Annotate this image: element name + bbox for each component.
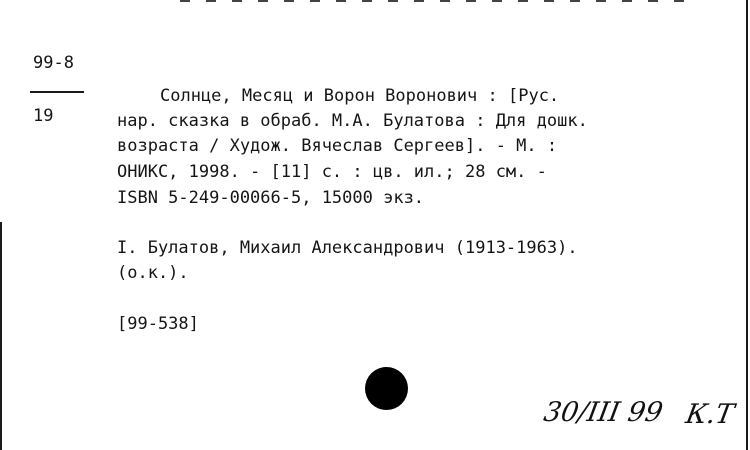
punch-hole bbox=[365, 367, 408, 410]
card-left-edge bbox=[0, 222, 2, 450]
description-line: ОНИКС, 1998. - [11] с. : цв. ил.; 28 см. - bbox=[117, 162, 547, 182]
tracing-line: (о.к.). bbox=[117, 263, 189, 283]
tracing-line: I. Булатов, Михаил Александрович (1913-1963). bbox=[117, 238, 578, 258]
author-mark: 19 bbox=[33, 106, 54, 126]
handwritten-date: 30/III 99 bbox=[541, 397, 666, 428]
description-line: нар. сказка в обраб. М.А. Булатова : Для дошк. bbox=[117, 111, 588, 131]
description-line: ISBN 5-249-00066-5, 15000 экз. bbox=[117, 188, 425, 208]
description-line: Солнце, Месяц и Ворон Воронович : [Рус. bbox=[160, 86, 560, 106]
handwritten-initials: К.Т bbox=[683, 399, 737, 430]
card-right-edge bbox=[746, 0, 748, 450]
top-edge-strip bbox=[180, 0, 700, 2]
shelf-number: 99-8 bbox=[33, 53, 74, 73]
record-number: [99-538] bbox=[117, 314, 199, 334]
description-line: возраста / Худож. Вячеслав Сергеев]. - М. : bbox=[117, 136, 558, 156]
shelf-divider bbox=[30, 91, 84, 93]
